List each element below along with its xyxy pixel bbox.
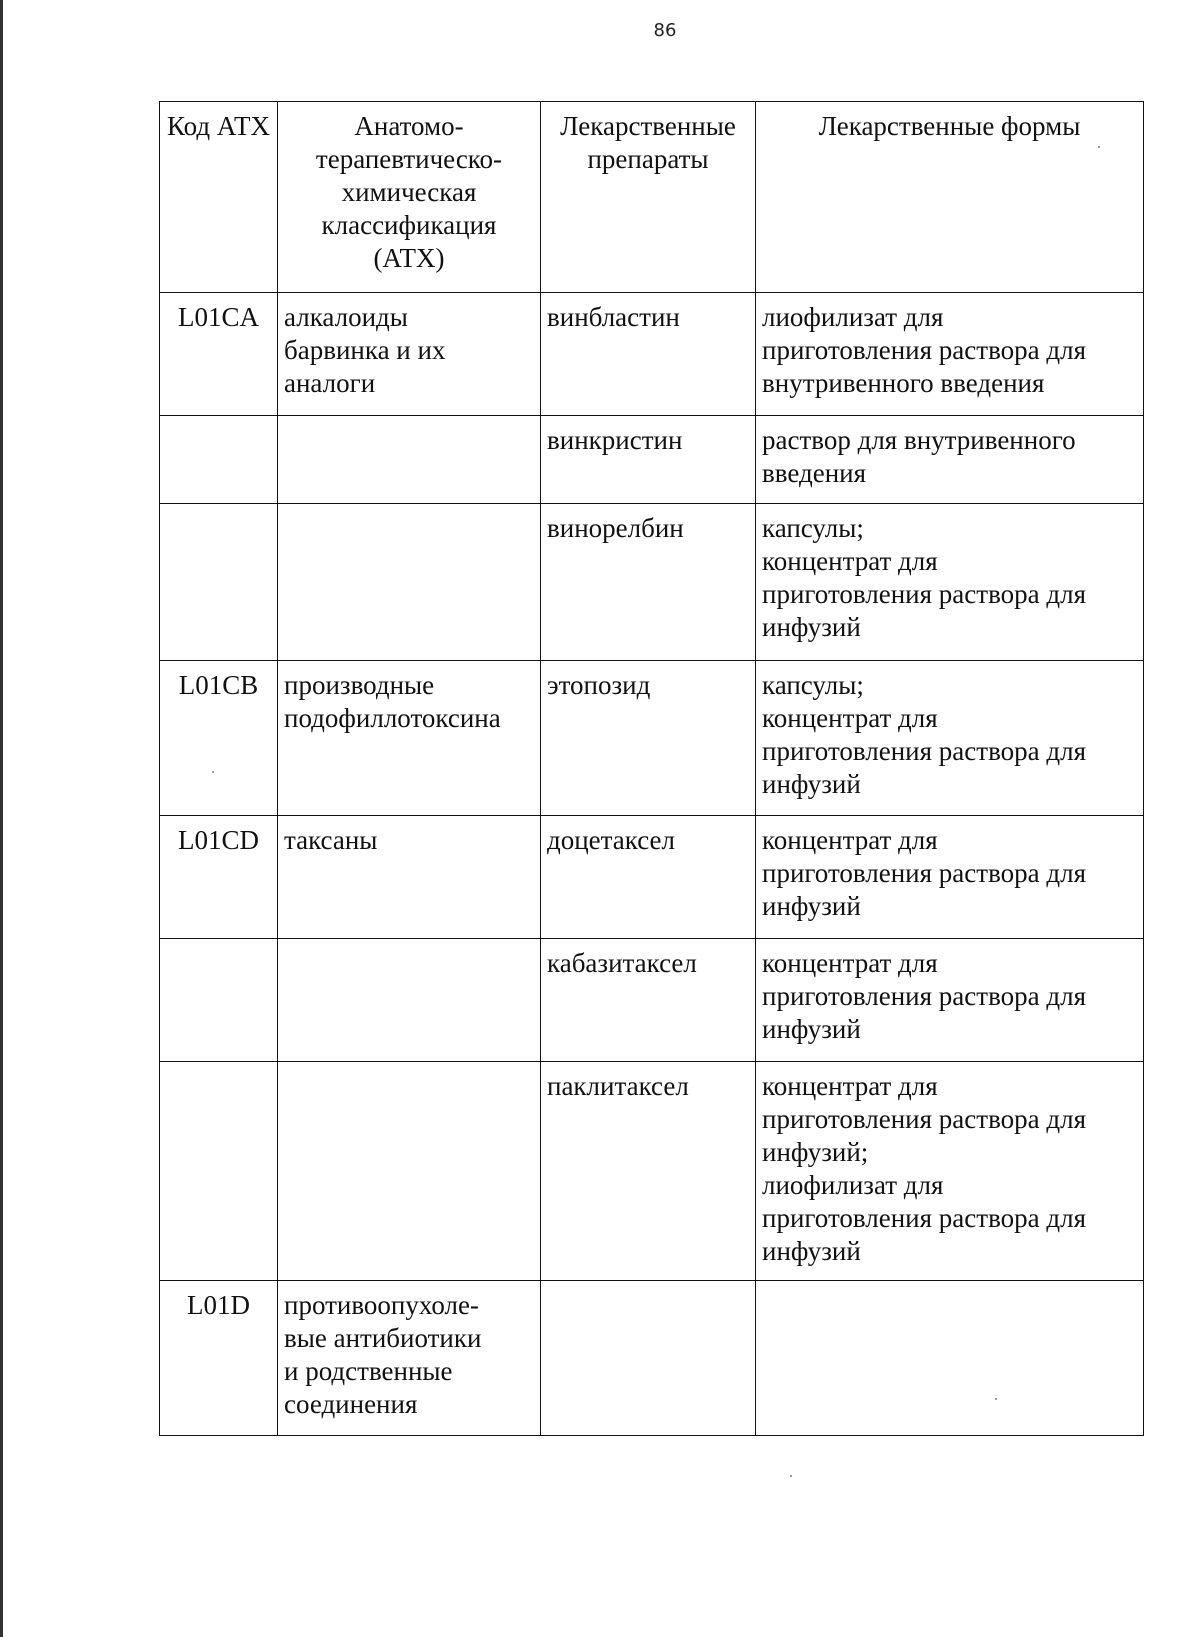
classification-cell [278,416,541,504]
table-row [160,1281,1144,1436]
classification-cell: производные подофиллотоксина [278,661,541,816]
classification-cell [278,504,541,661]
atx-code-cell [160,939,278,1062]
atx-code-cell [160,1062,278,1281]
table-row [160,1062,1144,1281]
header-dosage-forms: Лекарственные формы [756,102,1144,293]
atx-classification-table [159,101,1144,1436]
dosage-forms-cell: капсулы; концентрат для приготовления раствора для инфузий [756,504,1144,661]
table-row [160,504,1144,661]
dosage-forms-cell: капсулы; концентрат для приготовления раствора для инфузий [756,661,1144,816]
atx-code-cell [160,504,278,661]
header-atx-classification: Анатомо- терапевтическо- химическая классификация (АТХ) [278,102,541,293]
drug-cell [541,1281,756,1436]
table-row [160,816,1144,939]
dosage-forms-cell: концентрат для приготовления раствора для инфузий [756,939,1144,1062]
drug-cell: кабазитаксел [541,939,756,1062]
atx-code-cell: L01CA [160,293,278,416]
header-atx-code: Код АТХ [160,102,278,293]
classification-cell: таксаны [278,816,541,939]
header-drugs: Лекарственные препараты [541,102,756,293]
table-row [160,416,1144,504]
table-row [160,939,1144,1062]
classification-cell: алкалоиды барвинка и их аналоги [278,293,541,416]
dosage-forms-cell [756,1281,1144,1436]
atx-code-cell: L01CD [160,816,278,939]
dosage-forms-cell: концентрат для приготовления раствора для инфузий; лиофилизат для приготовления раствора для инфузий [756,1062,1144,1281]
atx-code-cell [160,416,278,504]
table-row [160,661,1144,816]
classification-cell [278,939,541,1062]
page-number: 86 [653,20,677,41]
drug-cell: доцетаксел [541,816,756,939]
classification-cell [278,1062,541,1281]
table-header-row [160,102,1144,293]
table-row [160,293,1144,416]
dosage-forms-cell: концентрат для приготовления раствора для инфузий [756,816,1144,939]
dosage-forms-cell: раствор для внутривенного введения [756,416,1144,504]
drug-cell: паклитаксел [541,1062,756,1281]
drug-cell: этопозид [541,661,756,816]
scan-speck [790,1475,792,1477]
drug-cell: винбластин [541,293,756,416]
drug-cell: винорелбин [541,504,756,661]
drug-cell: винкристин [541,416,756,504]
atx-code-cell: L01CB [160,661,278,816]
dosage-forms-cell: лиофилизат для приготовления раствора для внутривенного введения [756,293,1144,416]
classification-cell: противоопухоле- вые антибиотики и родственные соединения [278,1281,541,1436]
atx-code-cell: L01D [160,1281,278,1436]
scan-left-edge [0,0,3,1637]
